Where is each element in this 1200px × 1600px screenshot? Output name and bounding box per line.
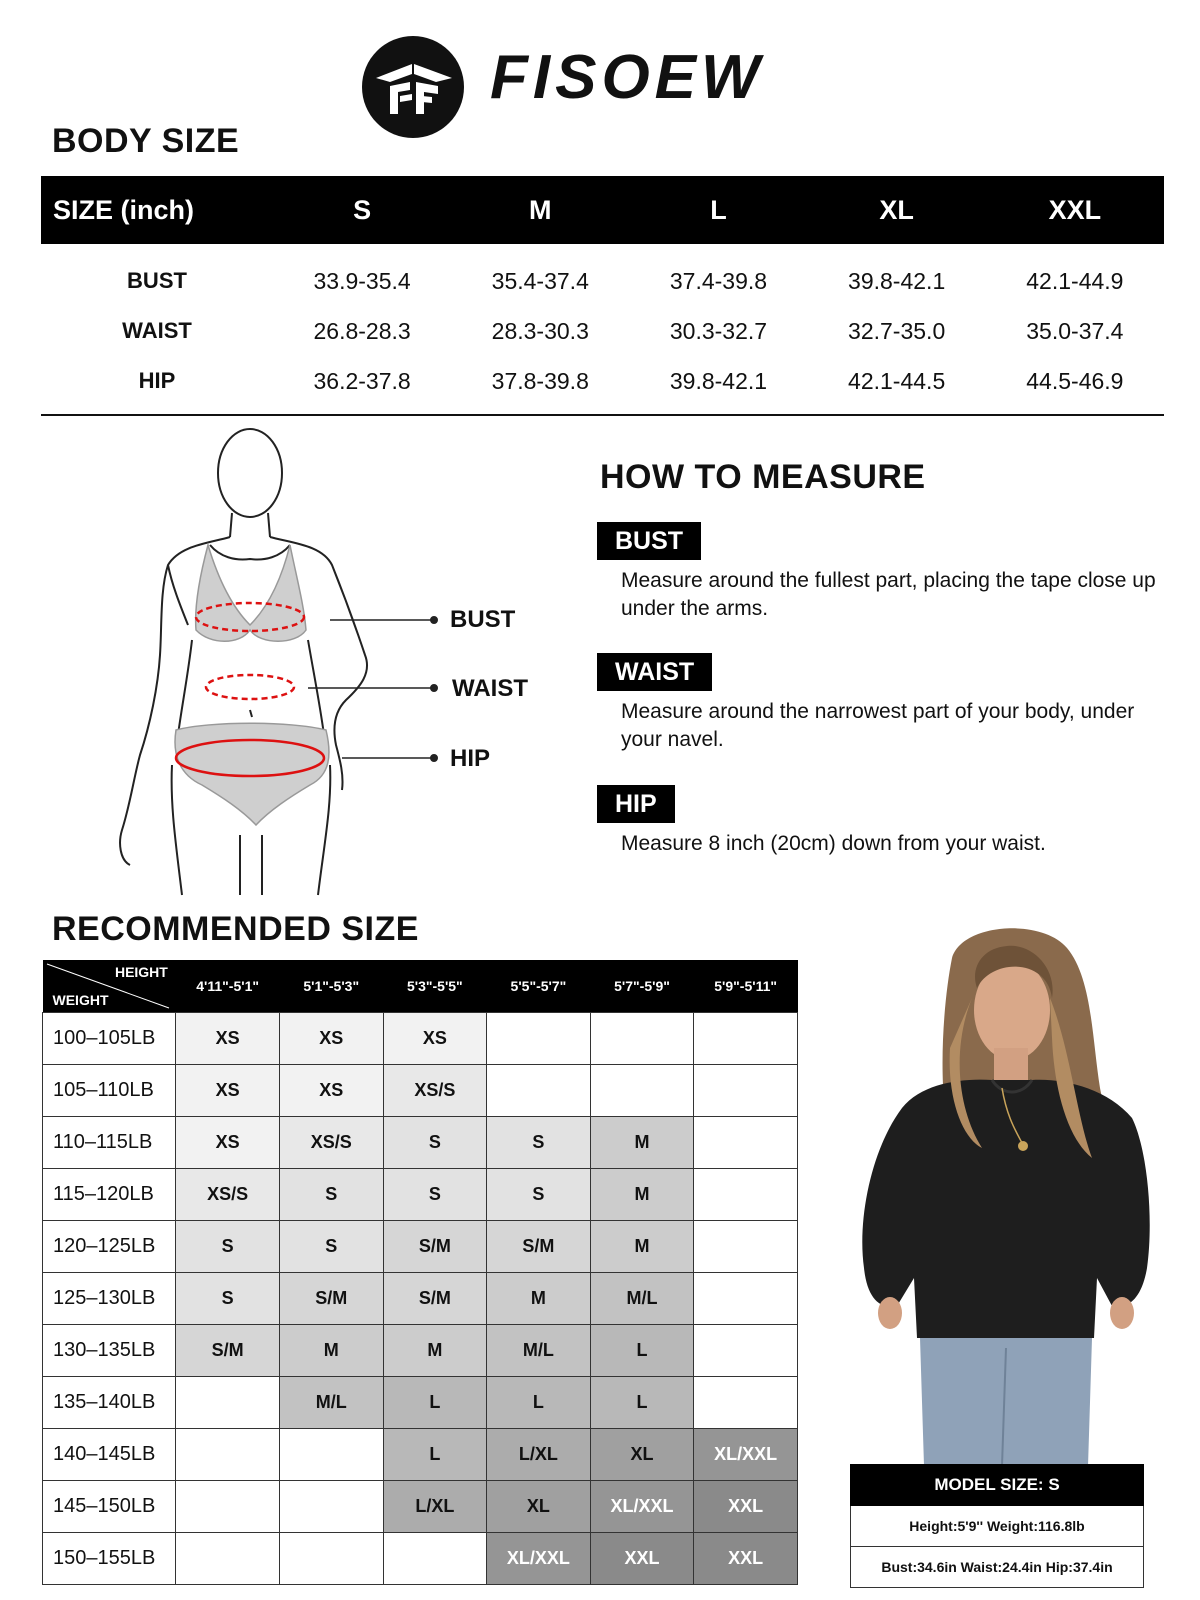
size-cell: L [487, 1377, 591, 1429]
body-size-cell: 39.8-42.1 [669, 367, 768, 394]
height-column-header: 5'1"-5'3" [279, 960, 383, 1013]
size-cell: M [590, 1117, 694, 1169]
size-cell: XL [590, 1429, 694, 1481]
size-cell: XS [383, 1013, 487, 1065]
weight-row-label: 135–140LB [43, 1377, 176, 1429]
body-size-row-label: BUST [127, 268, 187, 293]
size-cell [694, 1117, 798, 1169]
table-row [43, 1377, 798, 1429]
size-cell: L [590, 1325, 694, 1377]
height-column-header: 4'11"-5'1" [176, 960, 280, 1013]
size-cell: S [487, 1117, 591, 1169]
size-cell: XS [176, 1117, 280, 1169]
size-cell [176, 1429, 280, 1481]
model-height-weight: Height:5'9'' Weight:116.8lb [850, 1506, 1144, 1547]
size-cell: M [590, 1169, 694, 1221]
body-size-cell: 33.9-35.4 [313, 267, 411, 294]
size-cell [279, 1533, 383, 1585]
divider [41, 414, 1164, 416]
measure-desc-hip: Measure 8 inch (20cm) down from your waist. [621, 832, 1046, 855]
size-cell [694, 1013, 798, 1065]
size-cell: S [176, 1273, 280, 1325]
body-size-cell: 42.1-44.5 [848, 367, 946, 394]
size-cell: XL/XXL [694, 1429, 798, 1481]
size-cell: M [487, 1273, 591, 1325]
size-cell [590, 1065, 694, 1117]
size-cell: M/L [590, 1273, 694, 1325]
size-cell: XS [176, 1013, 280, 1065]
size-cell [176, 1481, 280, 1533]
size-cell: XL/XXL [487, 1533, 591, 1585]
size-cell: L [590, 1377, 694, 1429]
waist-tape [206, 675, 294, 699]
size-cell: XL [487, 1481, 591, 1533]
height-weight-corner [43, 960, 176, 1013]
body-size-cell: 44.5-46.9 [1026, 367, 1124, 394]
body-size-row-label: WAIST [122, 318, 192, 343]
size-cell: S [279, 1169, 383, 1221]
body-size-cell: 28.3-30.3 [491, 317, 589, 344]
body-size-cell: 39.8-42.1 [848, 267, 946, 294]
size-cell: S/M [487, 1221, 591, 1273]
height-column-header: 5'5"-5'7" [487, 960, 591, 1013]
size-cell: M/L [487, 1325, 591, 1377]
size-cell: M [279, 1325, 383, 1377]
measure-desc-bust: Measure around the fullest part, placing the tape close up under the arms. [621, 569, 1156, 620]
size-cell: XS [279, 1065, 383, 1117]
body-figure [110, 425, 580, 905]
size-cell: S [176, 1221, 280, 1273]
measure-desc-waist: Measure around the narrowest part of your body, under your navel. [621, 700, 1135, 751]
size-cell: S [487, 1169, 591, 1221]
size-cell [694, 1377, 798, 1429]
measure-tag-hip: HIP [597, 785, 675, 823]
body-size-row [41, 356, 1164, 406]
figure-label-hip: HIP [450, 745, 491, 772]
table-row [43, 1117, 798, 1169]
weight-row-label: 110–115LB [43, 1117, 176, 1169]
figure-label-waist: WAIST [452, 675, 528, 702]
table-row [43, 1273, 798, 1325]
size-header-cell: L [629, 176, 807, 244]
size-cell [590, 1013, 694, 1065]
size-cell: S/M [279, 1273, 383, 1325]
size-cell: XS/S [176, 1169, 280, 1221]
size-cell: M/L [279, 1377, 383, 1429]
table-row [43, 1065, 798, 1117]
size-header-cell: S [273, 176, 451, 244]
size-cell: M [590, 1221, 694, 1273]
body-size-cell: 37.4-39.8 [669, 267, 768, 294]
model-measurements: Bust:34.6in Waist:24.4in Hip:37.4in [850, 1547, 1144, 1588]
weight-row-label: 105–110LB [43, 1065, 176, 1117]
table-row [43, 1325, 798, 1377]
body-size-cell: 35.0-37.4 [1026, 317, 1124, 344]
weight-row-label: 130–135LB [43, 1325, 176, 1377]
body-size-cell: 42.1-44.9 [1026, 267, 1124, 294]
size-cell: XL/XXL [590, 1481, 694, 1533]
body-size-row [41, 306, 1164, 356]
table-row [43, 1169, 798, 1221]
size-cell: L [383, 1429, 487, 1481]
body-size-cell: 36.2-37.8 [313, 367, 411, 394]
weight-row-label: 140–145LB [43, 1429, 176, 1481]
size-cell: XS [176, 1065, 280, 1117]
measure-tag-bust: BUST [597, 522, 701, 560]
model-size-box [850, 1464, 1144, 1588]
body-size-table [41, 176, 1164, 406]
table-row [43, 1481, 798, 1533]
size-cell [176, 1533, 280, 1585]
size-cell [487, 1065, 591, 1117]
size-cell [176, 1377, 280, 1429]
height-column-header: 5'3"-5'5" [383, 960, 487, 1013]
weight-row-label: 120–125LB [43, 1221, 176, 1273]
height-column-header: 5'7"-5'9" [590, 960, 694, 1013]
recommended-size-table [42, 960, 798, 1585]
size-header-cell: XXL [986, 176, 1164, 244]
size-header-cell: M [451, 176, 629, 244]
size-cell: M [383, 1325, 487, 1377]
table-row [43, 1013, 798, 1065]
corner-height-label: HEIGHT [114, 964, 168, 980]
size-cell: XS [279, 1013, 383, 1065]
size-cell: S [383, 1169, 487, 1221]
size-cell [694, 1221, 798, 1273]
size-cell [279, 1481, 383, 1533]
body-size-cell: 26.8-28.3 [313, 317, 411, 344]
size-cell: XS/S [279, 1117, 383, 1169]
model-photo [842, 918, 1162, 1466]
body-size-row-label: HIP [138, 368, 176, 393]
size-cell: XXL [590, 1533, 694, 1585]
table-row [43, 1221, 798, 1273]
body-size-title: BODY SIZE [52, 122, 240, 160]
size-cell [694, 1169, 798, 1221]
measure-tag-waist: WAIST [597, 653, 712, 691]
size-header-cell: XL [808, 176, 986, 244]
size-header-label: SIZE (inch) [41, 176, 273, 244]
size-cell: S [383, 1117, 487, 1169]
size-cell: S/M [383, 1273, 487, 1325]
size-cell [694, 1065, 798, 1117]
size-cell [487, 1013, 591, 1065]
size-cell: S/M [383, 1221, 487, 1273]
size-cell: XS/S [383, 1065, 487, 1117]
weight-row-label: 150–155LB [43, 1533, 176, 1585]
height-column-header: 5'9"-5'11" [694, 960, 798, 1013]
size-cell: L/XL [383, 1481, 487, 1533]
weight-row-label: 125–130LB [43, 1273, 176, 1325]
size-cell: S/M [176, 1325, 280, 1377]
head-outline [218, 429, 282, 517]
table-row [43, 1533, 798, 1585]
body-size-cell: 32.7-35.0 [848, 317, 946, 344]
body-size-row [41, 244, 1164, 306]
size-cell [279, 1429, 383, 1481]
size-cell [694, 1273, 798, 1325]
size-cell: S [279, 1221, 383, 1273]
brand-name: FISOEW [490, 43, 765, 112]
how-to-measure-title: HOW TO MEASURE [600, 458, 926, 496]
size-cell: L [383, 1377, 487, 1429]
body-size-cell: 30.3-32.7 [669, 317, 768, 344]
size-cell: L/XL [487, 1429, 591, 1481]
figure-label-bust: BUST [450, 606, 516, 633]
brand-logo-icon [360, 34, 466, 140]
weight-row-label: 145–150LB [43, 1481, 176, 1533]
weight-row-label: 115–120LB [43, 1169, 176, 1221]
size-cell: XXL [694, 1481, 798, 1533]
body-size-cell: 35.4-37.4 [491, 267, 589, 294]
body-size-cell: 37.8-39.8 [491, 367, 589, 394]
weight-row-label: 100–105LB [43, 1013, 176, 1065]
size-cell [383, 1533, 487, 1585]
model-size-title: MODEL SIZE: S [850, 1464, 1144, 1506]
size-cell: XXL [694, 1533, 798, 1585]
table-row [43, 1429, 798, 1481]
size-cell [694, 1325, 798, 1377]
recommended-size-title: RECOMMENDED SIZE [52, 910, 419, 948]
corner-weight-label: WEIGHT [52, 992, 109, 1008]
